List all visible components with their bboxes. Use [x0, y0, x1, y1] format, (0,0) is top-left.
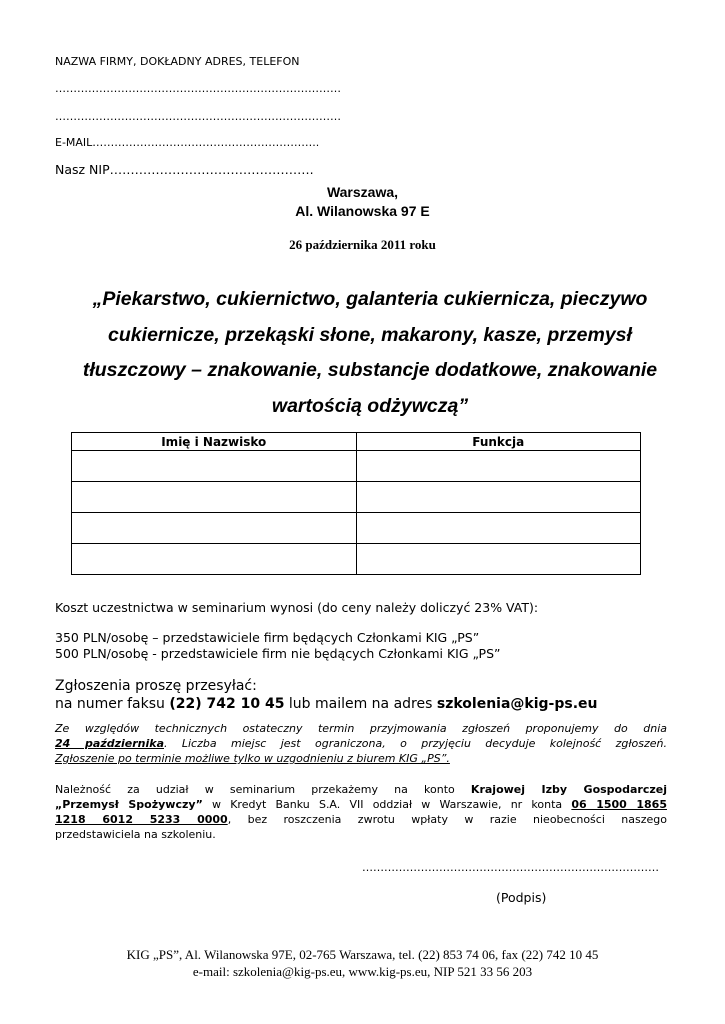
- footer-contact: e-mail: szkolenia@kig-ps.eu, www.kig-ps.eu, NIP 521 33 56 203: [192, 964, 533, 979]
- name-cell[interactable]: [72, 544, 357, 575]
- company-label: NAZWA FIRMY, DOKŁADNY ADRES, TELEFON: [55, 55, 300, 68]
- table-row: [72, 513, 641, 544]
- submission-intro: Zgłoszenia proszę przesyłać:: [55, 678, 257, 694]
- payment-text-2: w Kredyt Banku S.A. VII oddział w Warszawie, nr konta: [202, 798, 572, 811]
- table-row: [72, 544, 641, 575]
- seminar-title-line-2: cukiernicze, przekąski słone, makarony, kasze, przemysł: [108, 323, 632, 346]
- payment-line-2: [55, 797, 667, 812]
- signature-line[interactable]: ………………………………………………………………………: [362, 861, 659, 874]
- organization-name: Krajowej Izby Gospodarczej: [470, 783, 667, 796]
- address-line-2[interactable]: ……………………………………………………………………: [55, 110, 341, 123]
- nip-field[interactable]: Nasz NIP………………………………………….: [55, 162, 314, 177]
- column-header-function: Funkcja: [356, 433, 641, 451]
- name-cell[interactable]: [72, 451, 357, 482]
- price-members: 350 PLN/osobę – przedstawiciele firm będących Członkami KIG „PS”: [55, 630, 480, 645]
- seminar-title-line-3: tłuszczowy – znakowanie, substancje dodatkowe, znakowanie: [82, 359, 658, 381]
- address-line-1[interactable]: ……………………………………………………………………: [55, 82, 341, 95]
- deadline-note-line-2-rest: . Liczba miejsc jest ograniczona, o przyjęciu decyduje kolejność zgłoszeń.: [164, 737, 667, 750]
- submission-prefix: na numer faksu: [55, 696, 170, 712]
- account-number-part-2: 1218 6012 5233 0000: [55, 813, 228, 826]
- footer-address: KIG „PS”, Al. Wilanowska 97E, 02-765 Warszawa, tel. (22) 853 74 06, fax (22) 742 10 45: [126, 947, 599, 962]
- payment-line-3: [55, 812, 667, 827]
- document-date: 26 października 2011 roku: [289, 237, 436, 252]
- column-header-name: Imię i Nazwisko: [72, 433, 357, 451]
- deadline-note: [55, 721, 667, 766]
- payment-line-4: przedstawiciela na szkoleniu.: [55, 828, 216, 841]
- payment-paragraph: [55, 782, 667, 842]
- function-cell[interactable]: [356, 544, 641, 575]
- function-cell[interactable]: [356, 513, 641, 544]
- table-row: [72, 482, 641, 513]
- registration-table: [71, 432, 641, 575]
- submission-middle: lub mailem na adres: [284, 696, 437, 712]
- street-address: Al. Wilanowska 97 E: [295, 203, 430, 219]
- deadline-date: 24 października: [55, 737, 164, 750]
- account-number-part-1: 06 1500 1865: [571, 798, 667, 811]
- organization-name-2: „Przemysł Spożywczy”: [55, 798, 203, 811]
- payment-line-1: [55, 782, 667, 797]
- payment-text-3: , bez roszczenia zwrotu wpłaty w razie nieobecności naszego: [227, 813, 667, 826]
- seminar-title: [70, 282, 670, 424]
- email-field[interactable]: E-MAIL……………………………………………………..: [55, 136, 320, 149]
- fax-number: (22) 742 10 45: [169, 696, 285, 712]
- function-cell[interactable]: [356, 451, 641, 482]
- deadline-note-line-3: Zgłoszenie po terminie możliwe tylko w uzgodnieniu z biurem KIG „PS”.: [55, 752, 450, 765]
- name-cell[interactable]: [72, 513, 357, 544]
- deadline-note-line-1: Ze względów technicznych ostateczny termin przyjmowania zgłoszeń proponujemy do dnia: [55, 722, 667, 735]
- city: Warszawa,: [326, 184, 399, 200]
- email-link[interactable]: szkolenia@kig-ps.eu: [436, 696, 598, 712]
- deadline-note-line-2: [55, 736, 667, 751]
- seminar-title-line-4: wartością odżywczą”: [271, 394, 469, 417]
- signature-label: (Podpis): [496, 890, 547, 905]
- name-cell[interactable]: [72, 482, 357, 513]
- seminar-title-line-1: „Piekarstwo, cukiernictwo, galanteria cukiernicza, pieczywo: [92, 288, 648, 310]
- payment-text-1: Należność za udział w seminarium przekażemy na konto: [55, 783, 471, 796]
- table-row: [72, 451, 641, 482]
- submission-contact: [55, 696, 597, 712]
- table-header-row: [72, 433, 641, 451]
- price-nonmembers: 500 PLN/osobę - przedstawiciele firm nie będących Członkami KIG „PS”: [55, 646, 501, 661]
- cost-intro: Koszt uczestnictwa w seminarium wynosi (do ceny należy doliczyć 23% VAT):: [55, 600, 539, 615]
- function-cell[interactable]: [356, 482, 641, 513]
